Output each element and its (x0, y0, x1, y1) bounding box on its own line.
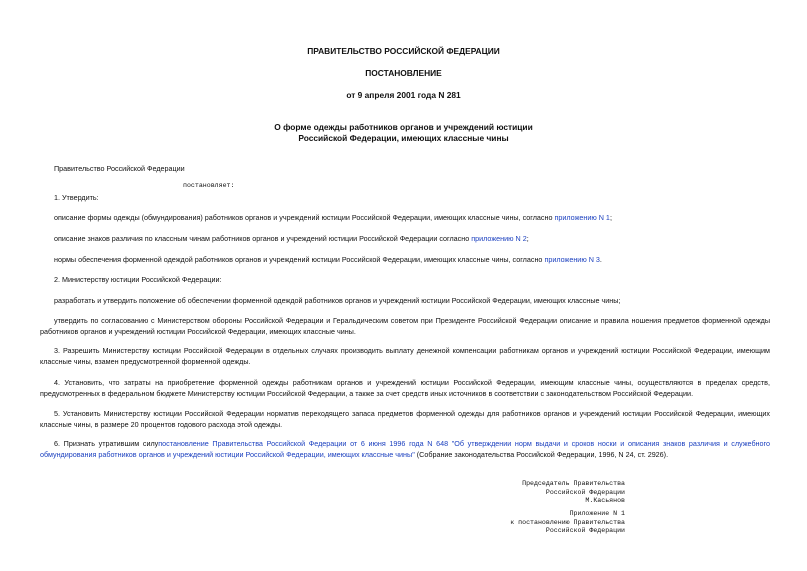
appendix-3-link[interactable]: приложению N 3 (544, 255, 600, 264)
paragraph-2b: утвердить по согласованию с Министерством обороны Российской Федерации и Геральдическим советом при Президенте Российской Федерации описание и правила ношения предметов форменной одежды работников органов и учреждений юстиции Российской Федерации, имеющих классные чины. (40, 316, 770, 336)
appendix-country: Российской Федерации (545, 527, 625, 535)
paragraph-2: 2. Министерству юстиции Российской Федерации: (54, 275, 222, 284)
paragraph-1b-end: ; (526, 234, 529, 243)
government-heading: ПРАВИТЕЛЬСТВО РОССИЙСКОЙ ФЕДЕРАЦИИ (307, 46, 500, 56)
signature-position: Председатель Правительства (522, 480, 625, 487)
paragraph-1b-text: описание знаков различия по классным чинам работников органов и учреждений юстиции Российской Федерации согласно (54, 234, 472, 243)
signature-country: Российской Федерации (545, 488, 625, 496)
paragraph-1a-end: ; (609, 213, 612, 222)
paragraph-1a (54, 213, 770, 224)
date-number-heading: от 9 апреля 2001 года N 281 (346, 90, 461, 100)
appendix-2-link[interactable]: приложению N 2 (471, 234, 527, 243)
appendix-reference: к постановлению Правительства (510, 518, 625, 526)
paragraph-6-text: 6. Признать утратившим силу (54, 439, 159, 448)
paragraph-1b (54, 234, 770, 245)
signature-block (522, 480, 625, 506)
document-type-heading: ПОСТАНОВЛЕНИЕ (365, 68, 442, 78)
paragraph-3: 3. Разрешить Министерству юстиции Российской Федерации в отдельных случаях производить выплату денежной компенсации работникам органов и учреждений юстиции Российской Федерации, имеющим классные чины, взамен предусмотренной форменной одежды. (40, 346, 770, 366)
paragraph-4: 4. Установить, что затраты на приобретение форменной одежды работникам органов и учреждений юстиции Российской Федерации, имеющим классные чины, осуществляются в пределах средств, предусмотренных в федеральном бюджете Министерству юстиции Российской Федерации, а также за счет средств иных источников в соответствии с законодательством Российской Федерации. (40, 378, 770, 398)
appendix-number: Приложение N 1 (569, 510, 625, 517)
intro-paragraph: Правительство Российской Федерации (54, 164, 185, 173)
document-title-line-1: О форме одежды работников органов и учреждений юстиции (274, 122, 533, 132)
decrees-word: постановляет: (183, 182, 235, 189)
appendix-heading-block (510, 510, 625, 536)
paragraph-1a-text: описание формы одежды (обмундирования) работников органов и учреждений юстиции Российской Федерации, имеющих классные чины, согласно (54, 213, 555, 222)
repealed-decree-link[interactable]: постановление Правительства Российской Федерации от 6 июня 1996 года N 648 "Об утверждении норм выдачи и сроков носки и описания знаков различия и служебного обмундирования работников органов и учреждений юстиции Российской Федерации, имеющих классные чины" (40, 439, 770, 459)
paragraph-1c-text: нормы обеспечения форменной одеждой работников органов и учреждений юстиции Российской Федерации, имеющих классные чины, согласно (54, 255, 545, 264)
paragraph-1: 1. Утвердить: (54, 193, 99, 202)
paragraph-6 (40, 439, 770, 460)
paragraph-5: 5. Установить Министерству юстиции Российской Федерации норматив переходящего запаса предметов форменной одежды для работников органов и учреждений юстиции Российской Федерации, имеющих классные чины, в размере 20 процентов годового расхода этой одежды. (40, 409, 770, 429)
paragraph-1c (54, 255, 770, 266)
paragraph-2a: разработать и утвердить положение об обеспечении форменной одеждой работников органов и учреждений юстиции Российской Федерации, имеющих классные чины; (54, 296, 621, 305)
document-title-line-2: Российской Федерации, имеющих классные чины (298, 133, 509, 143)
appendix-1-link[interactable]: приложению N 1 (554, 213, 610, 222)
paragraph-6-end: (Собрание законодательства Российской Федерации, 1996, N 24, ст. 2926). (414, 449, 669, 459)
paragraph-1c-end: . (599, 255, 602, 264)
signature-name: М.Касьянов (585, 497, 625, 505)
